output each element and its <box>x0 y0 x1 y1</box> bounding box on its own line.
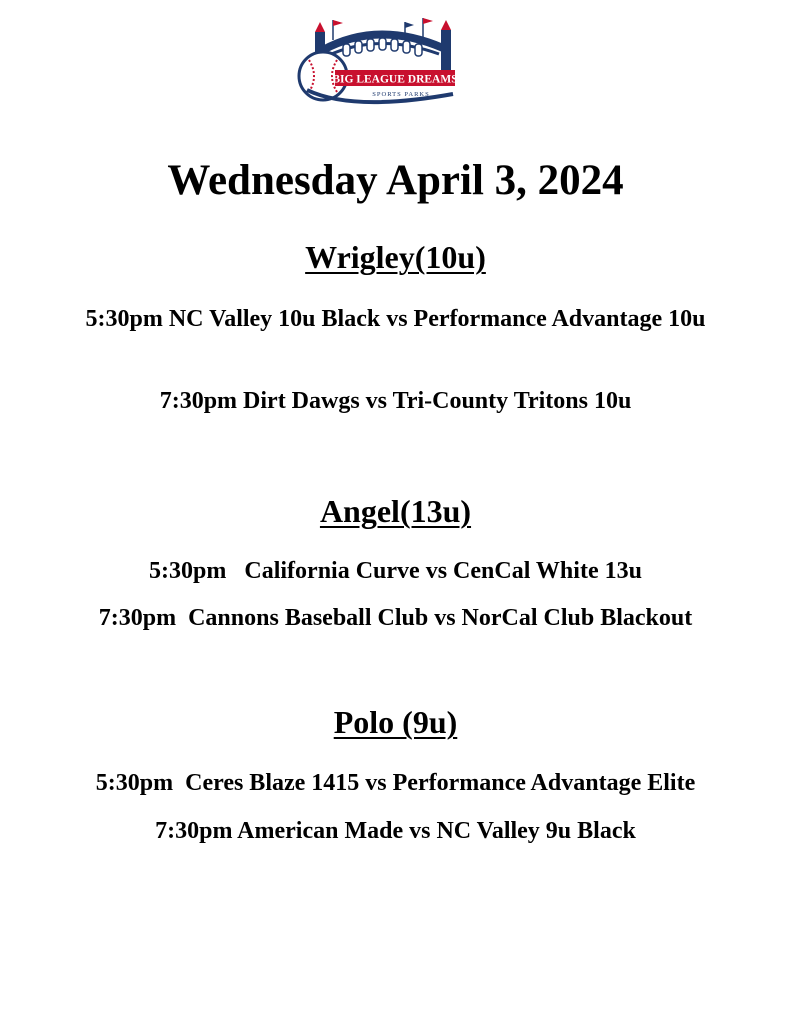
logo-wordmark: BIG LEAGUE DREAMS <box>332 73 458 86</box>
field-heading-angel <box>0 492 791 530</box>
game-wrigley-1: 5:30pm NC Valley 10u Black vs Performance Advantage 10u <box>85 306 706 332</box>
big-league-dreams-logo <box>293 10 463 110</box>
game-wrigley-2: 7:30pm Dirt Dawgs vs Tri-County Tritons 10u <box>159 388 632 414</box>
field-heading-wrigley-text: Wrigley(10u) <box>305 239 486 275</box>
logo-subtitle: SPORTS PARKS <box>372 91 430 98</box>
page-title: Wednesday April 3, 2024 <box>167 157 624 204</box>
field-heading-polo-text: Polo (9u) <box>333 704 458 740</box>
game-angel-2: 7:30pm Cannons Baseball Club vs NorCal Club Blackout <box>98 605 693 631</box>
game-angel-1: 5:30pm California Curve vs CenCal White 13u <box>149 558 642 584</box>
field-heading-polo <box>0 703 791 741</box>
field-heading-wrigley <box>0 238 791 276</box>
game-polo-2: 7:30pm American Made vs NC Valley 9u Black <box>155 818 636 844</box>
game-polo-1: 5:30pm Ceres Blaze 1415 vs Performance Advantage Elite <box>95 770 696 796</box>
field-heading-angel-text: Angel(13u) <box>319 493 472 529</box>
